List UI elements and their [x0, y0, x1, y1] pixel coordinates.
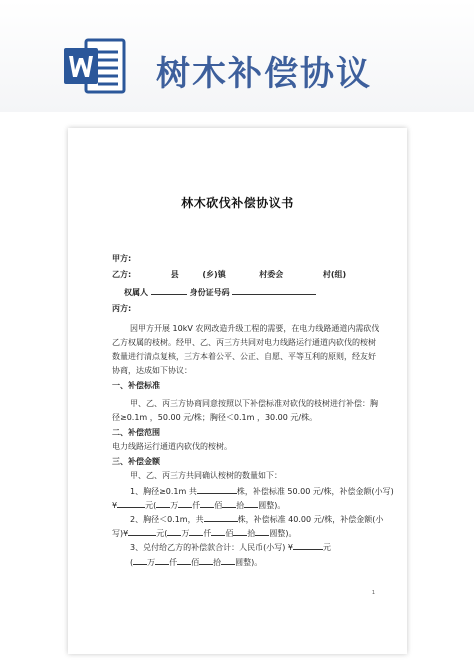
intro-line-3: 数量进行清点复核，三方本着公平、公正、自愿、平等互利的原则，经友好 [112, 352, 376, 361]
document-title: 林木砍伐补偿协议书 [181, 196, 294, 210]
owner-blank [151, 286, 187, 295]
section-1-line-1: 甲、乙、丙三方协商同意按照以下补偿标准对砍伐的枝树进行补偿：胸 [130, 399, 378, 408]
section-2-heading: 二、补偿范围 [112, 428, 160, 437]
party-b-village: 村委会 [259, 270, 284, 279]
page-number: 1 [371, 590, 375, 596]
intro-line-4: 协商，达成如下协议： [112, 366, 192, 375]
party-b-township: (乡)镇 [202, 270, 226, 279]
party-b-group: 村(组) [322, 270, 347, 279]
banner-title: 树木补偿协议 [156, 54, 372, 94]
section-2-line-1: 电力线路运行通道内砍伐的桉树。 [112, 442, 232, 451]
item-2-row: 2、胸径＜0.1m，共 株，补偿标准 40.00 元/株，补偿金额(小 [130, 515, 384, 524]
word-document-icon [62, 36, 128, 96]
document-page [68, 128, 407, 654]
rights-holder-row [124, 286, 316, 298]
item-3-amount-row: ( 万 仟 佰 拾 圆整)。 [130, 558, 263, 567]
id-number-blank [232, 286, 316, 295]
section-3-line-1: 甲、乙、丙三方共同确认桉树的数量如下： [130, 471, 282, 480]
item-3-row: 3、兑付给乙方的补偿款合计：人民币(小写) ¥ 元 [130, 543, 331, 552]
section-1-heading: 一、补偿标准 [112, 381, 160, 390]
section-1-line-2: 径≥0.1m ，50.00 元/株；胸径＜0.1m ，30.00 元/株。 [112, 413, 318, 422]
id-number-label: 身份证号码 [189, 288, 230, 297]
party-c-label: 丙方: [112, 304, 132, 313]
owner-label: 权属人 [124, 288, 148, 297]
party-a-label: 甲方: [112, 254, 132, 263]
party-b-label: 乙方: [112, 270, 132, 279]
intro-line-2: 乙方权属的枝树。经甲、乙、丙三方共同对电力线路运行通道内砍伐的桉树 [112, 338, 376, 347]
party-b-row [112, 270, 346, 280]
intro-line-1: 因甲方开展 10kV 农网改造升级工程的需要，在电力线路通道内需砍伐 [130, 324, 380, 333]
item-1-amount-row: ¥ 元( 万 仟 佰 拾 圆整)。 [112, 501, 286, 510]
item-2-amount-row: 写)¥ 元( 万 仟 佰 拾 圆整)。 [112, 529, 297, 538]
header-banner [0, 0, 474, 112]
item-1-row: 1、胸径≥0.1m 共 株，补偿标准 50.00 元/株，补偿金额(小写) [130, 487, 394, 496]
section-3-heading: 三、补偿金额 [112, 457, 160, 466]
party-b-county: 县 [170, 270, 179, 279]
